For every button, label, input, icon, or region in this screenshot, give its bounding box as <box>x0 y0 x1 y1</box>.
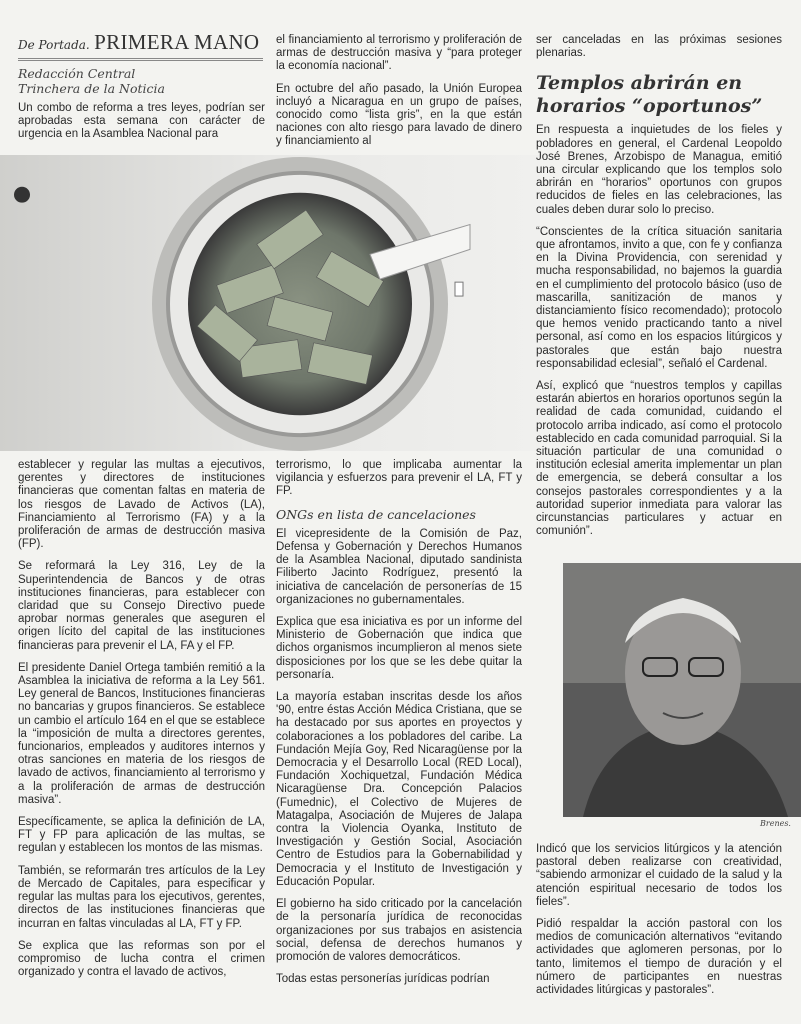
byline-author: Redacción Central <box>18 66 136 81</box>
byline <box>18 66 165 96</box>
paragraph: El vicepresidente de la Comisión de Paz, Defensa y Gobernación y Derechos Humanos de la Asamblea Nacional, diputado sandinista Filiberto Jacinto Rodríguez, presentó la iniciativa de cancelación de personerías de 15 organizaciones no gubernamentales. <box>276 527 522 606</box>
middle-column-top <box>276 34 522 149</box>
paragraph: ser canceladas en las próximas sesiones plenarias. <box>536 34 782 60</box>
article-headline: Templos abrirán en horarios “oportunos” <box>536 72 763 118</box>
paragraph: Pidió respaldar la acción pastoral con los medios de comunicación alternativos “evitando actividades que aglomeren personas, por lo tanto, limitemos el tiempo de duración y el número de participantes en nuestras actividades litúrgicas y pastorales”. <box>536 918 782 997</box>
paragraph: Así, explicó que “nuestros templos y capillas estarán abiertos en horarios oportunos según la realidad de cada comunidad, cuidando el protocolo arriba indicado, así como el protocolo establecido en cada comunidad parroquial. Si la situación particular de una comunidad o institución eclesial amerita implementar un plan de emergencia, se deberá consultar a los consejos pastorales correspondientes y a la autoridad superior inmediata para valorar las circunstancias particulares y actuar en comunión”. <box>536 380 782 538</box>
section-label: De Portada. <box>18 38 90 52</box>
middle-column-body <box>276 459 522 995</box>
paragraph: En respuesta a inquietudes de los fieles y pobladores en general, el Cardenal Leopoldo José Brenes, Arzobispo de Managua, emitió una circular explicando que los templos solo abrirán en “horarios” oportunos con grupos reducidos de fieles en las celebraciones, las cuales deben durar solo lo preciso. <box>536 124 782 216</box>
paragraph: Un combo de reforma a tres leyes, podrían ser aprobadas esta semana con carácter de urgencia en la Asamblea Nacional para <box>18 102 265 141</box>
right-column-top <box>536 34 782 539</box>
paragraph: establecer y regular las multas a ejecutivos, gerentes y directores de instituciones financieras que comentan faltas en materia de los riesgos de Lavado de Activos (LA), Financiamiento al Terrorismo (FA) y a la proliferación de armas de destrucción masiva (FP). <box>18 459 265 551</box>
paragraph: También, se reformarán tres artículos de la Ley de Mercado de Capitales, para especificar y regular las multas para los ejecutivos, gerentes, directos de las instituciones financieras que incurran en faltas vinculadas al LA, FT y FP. <box>18 864 265 930</box>
paragraph: El gobierno ha sido criticado por la cancelación de la personaría jurídica de reconocidas organizaciones por sus trabajos en asistencia social, defensa de derechos humanos y promoción de valores democráticos. <box>276 898 522 963</box>
paragraph: Se explica que las reformas son por el compromiso de lucha contra el crimen organizado y contra el lavado de activos, <box>18 939 265 979</box>
left-column-body <box>18 459 265 988</box>
section-masthead <box>18 30 263 61</box>
paragraph: Se reformará la Ley 316, Ley de la Superintendencia de Bancos y de otras instituciones financieras, para establecer con claridad que su Consejo Directivo puede aprobar normas generales que aseguren el origen lícito del capital de las instituciones financieras para prevenir el LA, FA y el FP. <box>18 560 265 652</box>
paragraph: terrorismo, lo que implicaba aumentar la vigilancia y esfuerzos para prevenir el LA, FT y FP. <box>276 459 522 498</box>
paragraph: Específicamente, se aplica la definición de LA, FT y FP para aplicación de las multas, se regulan y establecen los montos de las mismas. <box>18 816 265 855</box>
left-column-top <box>18 102 265 142</box>
right-column-bottom <box>536 843 782 1006</box>
paragraph: Todas estas personerías jurídicas podrían <box>276 973 490 986</box>
cardinal-brenes-photo <box>563 563 801 817</box>
paragraph: Indicó que los servicios litúrgicos y la atención pastoral deben realizarse con creatividad, “sabiendo armonizar el cuidado de la salud y la atención espiritual necesario de todos los fieles”. <box>536 843 782 908</box>
byline-outlet: Trinchera de la Noticia <box>18 81 165 96</box>
paragraph: Explica que esa iniciativa es por un informe del Ministerio de Gobernación que indica que dichos organismos incumplieron al menos siete disposiciones por los que se les debe quitar la personaría. <box>276 616 522 681</box>
paragraph: el financiamiento al terrorismo y proliferación de armas de destrucción masiva y “para proteger la economía nacional”. <box>276 34 522 73</box>
photo-caption: Brenes. <box>760 819 791 828</box>
paragraph: “Conscientes de la crítica situación sanitaria que afrontamos, invito a que, con fe y confianza en la Divina Providencia, con serenidad y mucha responsabilidad, no bajemos la guardia en el cumplimiento del protocolo básico (uso de mascarilla, sanitización de manos y distanciamiento físico recomendado); protocolo que hemos venido practicando tanto a nivel personal, así como en los espacios litúrgicos y pastorales que están bajo nuestra responsabilidad eclesial”, señaló el Cardenal. <box>536 225 782 370</box>
subheading: ONGs en lista de cancelaciones <box>276 506 476 522</box>
paragraph: La mayoría estaban inscritas desde los años '90, entre éstas Acción Médica Cristiana, que se ha destacado por sus aportes en proyectos y colaboraciones a los pobladores del caribe. La Fundación Mejía Goy, Red Nicaragüense por la Democracia y el Desarrollo Local (RED Local), Fundación Xochiquetzal, Fundación Médica Nicaragüense Dra. Concepción Palacios (Fumednic), el Colectivo de Mujeres de Matagalpa, Asociación de Mujeres de Jalapa contra la Violencia Oyanka, Instituto de Investigación y Gestión Social, Asociación Centro de Estudios para la Gobernabilidad y Democracia y el Instituto de Investigación y Educación Popular. <box>276 691 522 888</box>
washing-machine-money-photo <box>0 155 540 451</box>
paragraph: En octubre del año pasado, la Unión Europea incluyó a Nicaragua en un grupo de países, conocido como “lista gris”, en la que están naciones con alto riesgo para lavado de dinero y financiamiento al <box>276 82 522 148</box>
paragraph: El presidente Daniel Ortega también remitió a la Asamblea la iniciativa de reforma a la Ley 561. Ley general de Bancos, Instituciones financieras no bancarias y grupos financieros. Se establece un cambio el artículo 164 en el que se establece la “imposición de multa a directores gerentes, funcionarios, empleados y auditores internos y otras sanciones en materia de los riesgos de lavado de activos, financiamiento al terrorismo y a la proliferación de armas de destrucción masiva”. <box>18 661 265 806</box>
section-title: PRIMERA MANO <box>94 30 260 54</box>
